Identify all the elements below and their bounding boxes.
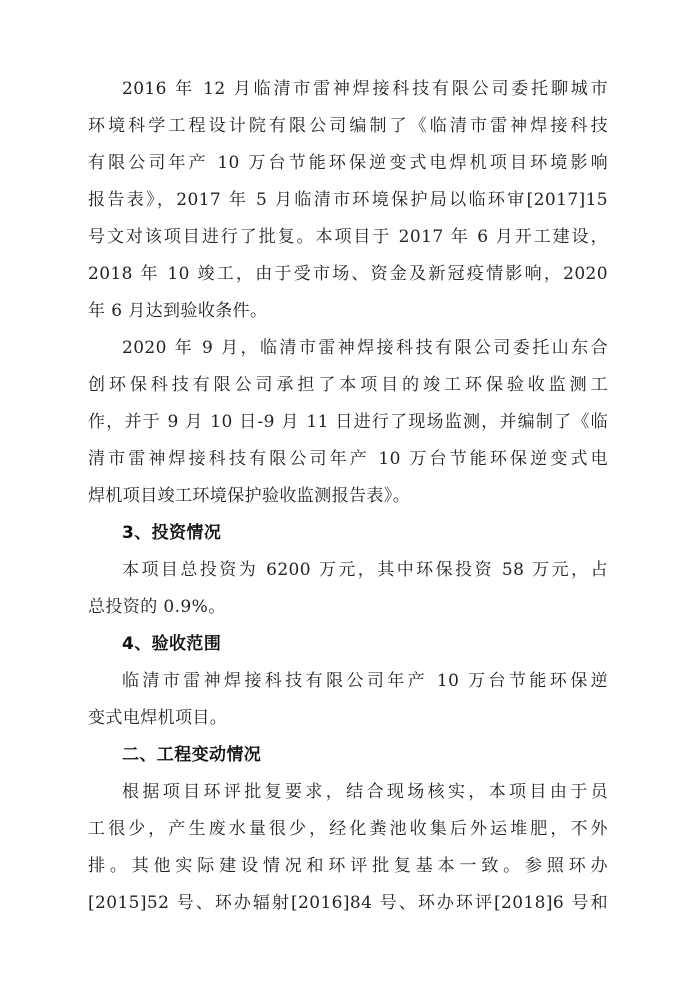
paragraph-4-line-2: 变式电焊机项目。 xyxy=(88,708,228,728)
paragraph-1-line-2: 环境科学工程设计院有限公司编制了《临清市雷神焊接科技 xyxy=(88,116,608,136)
paragraph-1-line-7: 年 6 月达到验收条件。 xyxy=(88,301,268,321)
paragraph-2-line-4: 清市雷神焊接科技有限公司年产 10 万台节能环保逆变式电 xyxy=(88,449,608,469)
paragraph-5-line-4: [2015]52 号、环办辐射[2016]84 号、环办环评[2018]6 号和 xyxy=(88,893,608,913)
heading-project-changes: 二、工程变动情况 xyxy=(122,745,262,765)
paragraph-2-line-1: 2020 年 9 月，临清市雷神焊接科技有限公司委托山东合 xyxy=(122,338,608,358)
heading-investment: 3、投资情况 xyxy=(122,523,222,543)
paragraph-3-line-1: 本项目总投资为 6200 万元，其中环保投资 58 万元，占 xyxy=(122,560,608,580)
paragraph-2-line-5: 焊机项目竣工环境保护验收监测报告表》。 xyxy=(88,486,411,506)
heading-acceptance-scope: 4、验收范围 xyxy=(122,634,222,654)
paragraph-1-line-3: 有限公司年产 10 万台节能环保逆变式电焊机项目环境影响 xyxy=(88,153,608,173)
paragraph-2-line-2: 创环保科技有限公司承担了本项目的竣工环保验收监测工 xyxy=(88,375,608,395)
paragraph-2-line-3: 作，并于 9 月 10 日-9 月 11 日进行了现场监测，并编制了《临 xyxy=(88,412,608,432)
paragraph-4-line-1: 临清市雷神焊接科技有限公司年产 10 万台节能环保逆 xyxy=(122,671,608,691)
paragraph-1-line-5: 号文对该项目进行了批复。本项目于 2017 年 6 月开工建设， xyxy=(88,227,608,247)
paragraph-3-line-2: 总投资的 0.9%。 xyxy=(88,597,226,617)
paragraph-5-line-3: 排。其他实际建设情况和环评批复基本一致。参照环办 xyxy=(88,856,608,876)
paragraph-1-line-4: 报告表》，2017 年 5 月临清市环境保护局以临环审[2017]15 xyxy=(88,190,608,210)
paragraph-5-line-1: 根据项目环评批复要求，结合现场核实，本项目由于员 xyxy=(122,782,608,802)
paragraph-5-line-2: 工很少，产生废水量很少，经化粪池收集后外运堆肥，不外 xyxy=(88,819,608,839)
paragraph-1-line-6: 2018 年 10 竣工，由于受市场、资金及新冠疫情影响，2020 xyxy=(88,264,608,284)
paragraph-1-line-1: 2016 年 12 月临清市雷神焊接科技有限公司委托聊城市 xyxy=(122,79,608,99)
